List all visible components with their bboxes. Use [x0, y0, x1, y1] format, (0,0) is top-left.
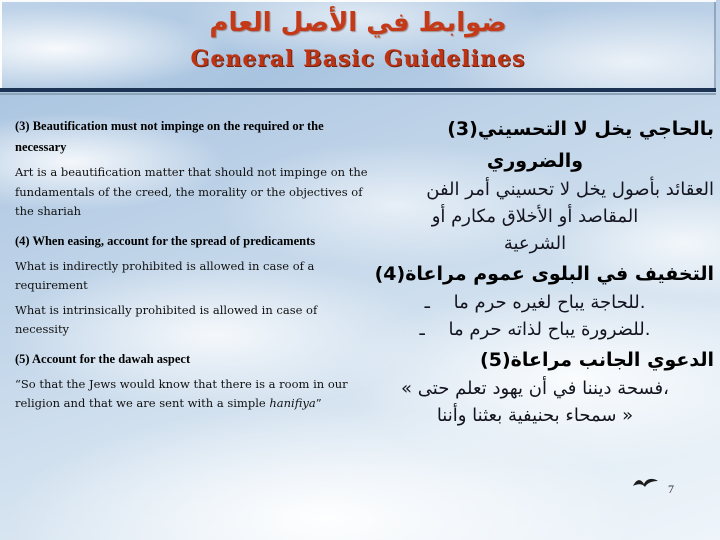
arabic-body: الفن أمر تحسيني لا يخل بأصول العقائد	[426, 179, 714, 200]
english-heading: (4) When easing, account for the spread of predicaments	[15, 233, 316, 248]
arabic-body: « حتى تعلم يهود أن في ديننا فسحة،	[401, 378, 669, 399]
bird-icon	[632, 475, 660, 491]
arabic-column	[356, 112, 714, 429]
english-heading: (3) Beautification must not impinge on the required or the necessary	[15, 119, 324, 154]
header-banner	[0, 0, 716, 92]
english-column	[15, 116, 369, 419]
arabic-heading: (3)التحسيني لا يخل بالحاجي	[447, 118, 714, 140]
page-number: 7	[668, 482, 674, 496]
arabic-body: الشرعية	[503, 233, 567, 254]
arabic-body: ـ ما حرم لغيره يباح للحاجة.	[424, 292, 646, 313]
english-heading: (5) Account for the dawah aspect	[15, 351, 191, 366]
english-body: What is intrinsically prohibited is allowed in case of necessity	[15, 302, 318, 336]
arabic-heading: (4)مراعاة عموم البلوى في التخفيف	[374, 263, 714, 285]
arabic-heading: (5)مراعاة الجانب الدعوي	[480, 349, 714, 371]
arabic-heading: والضروري	[486, 150, 584, 172]
english-body: “So that the Jews would know that there is a room in our religion and that we are sent with a simple hanifiya”	[15, 376, 348, 410]
slide-title-arabic: ضوابط في الأصل العام	[209, 8, 507, 38]
english-body: What is indirectly prohibited is allowed in case of a requirement	[15, 258, 315, 292]
arabic-body: ـ ما حرم لذاته يباح للضرورة.	[419, 319, 651, 340]
slide-title-english: General Basic Guidelines	[190, 46, 526, 72]
arabic-body: وأننا بعثنا بحنيفية سمحاء »	[436, 405, 634, 426]
english-body: Art is a beautification matter that should not impinge on the fundamentals of the creed, the morality or the objectives of the shariah	[15, 165, 368, 218]
arabic-body: أو مكارم الأخلاق أو المقاصد	[431, 206, 639, 227]
